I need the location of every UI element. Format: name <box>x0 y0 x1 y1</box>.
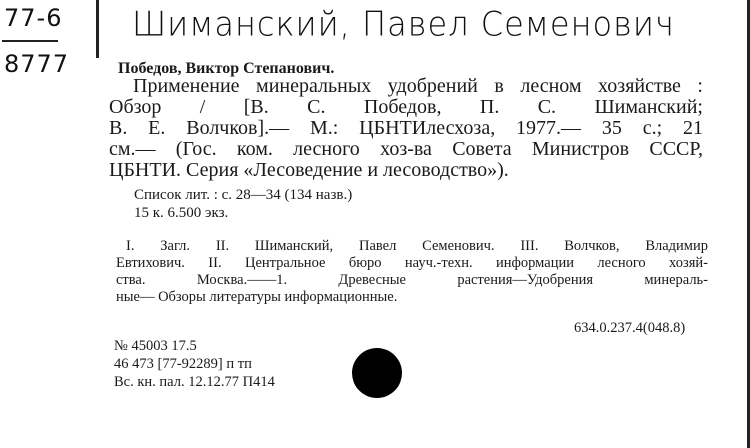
classification-number: 634.0.237.4(048.8) <box>574 320 686 336</box>
title-line: ЦБНТИ. Серия «Лесоведение и лесоводство»). <box>109 159 509 181</box>
handwritten-code-bottom: 8777 <box>4 50 70 78</box>
record-line: Вс. кн. пал. 12.12.77 П414 <box>114 374 275 390</box>
title-line: В. Е. Волчков].— М.: ЦБНТИлесхоза, 1977.— 35 с.; 21 <box>109 117 703 139</box>
title-description <box>109 76 703 181</box>
title-line: см.— (Гос. ком. лесного хоз-ва Совета Министров СССР, <box>109 138 703 160</box>
tracing-line: I. Загл. II. Шиманский, Павел Семенович. III. Волчков, Владимир <box>126 238 708 254</box>
tracing-line: ства. Москва.——1. Древесные растения—Удобрения минераль- <box>116 272 708 288</box>
handwritten-vertical-line <box>96 0 99 58</box>
handwritten-code-top: 77-6 <box>4 4 63 32</box>
tracings <box>116 238 708 306</box>
title-line: Обзор / [В. С. Победов, П. С. Шиманский; <box>109 96 703 118</box>
note-line: Список лит. : с. 28—34 (134 назв.) <box>134 187 353 203</box>
record-line: № 45003 17.5 <box>114 338 197 354</box>
record-line: 46 473 [77-92289] п тп <box>114 356 252 372</box>
note-line: 15 к. 6.500 экз. <box>134 205 229 221</box>
notes <box>134 186 352 222</box>
card-record-info <box>114 337 275 391</box>
punch-hole <box>352 348 402 398</box>
handwritten-heading: Шиманский, Павел Семенович <box>132 4 675 44</box>
handwritten-underline <box>2 40 58 42</box>
title-line: Применение минеральных удобрений в лесном хозяйстве : <box>133 75 703 97</box>
author-heading: Победов, Виктор Степанович. <box>118 60 335 77</box>
tracing-line: ные— Обзоры литературы информационные. <box>116 289 398 305</box>
tracing-line: Евтихович. II. Центральное бюро науч.-техн. информации лесного хозяй- <box>116 255 708 271</box>
